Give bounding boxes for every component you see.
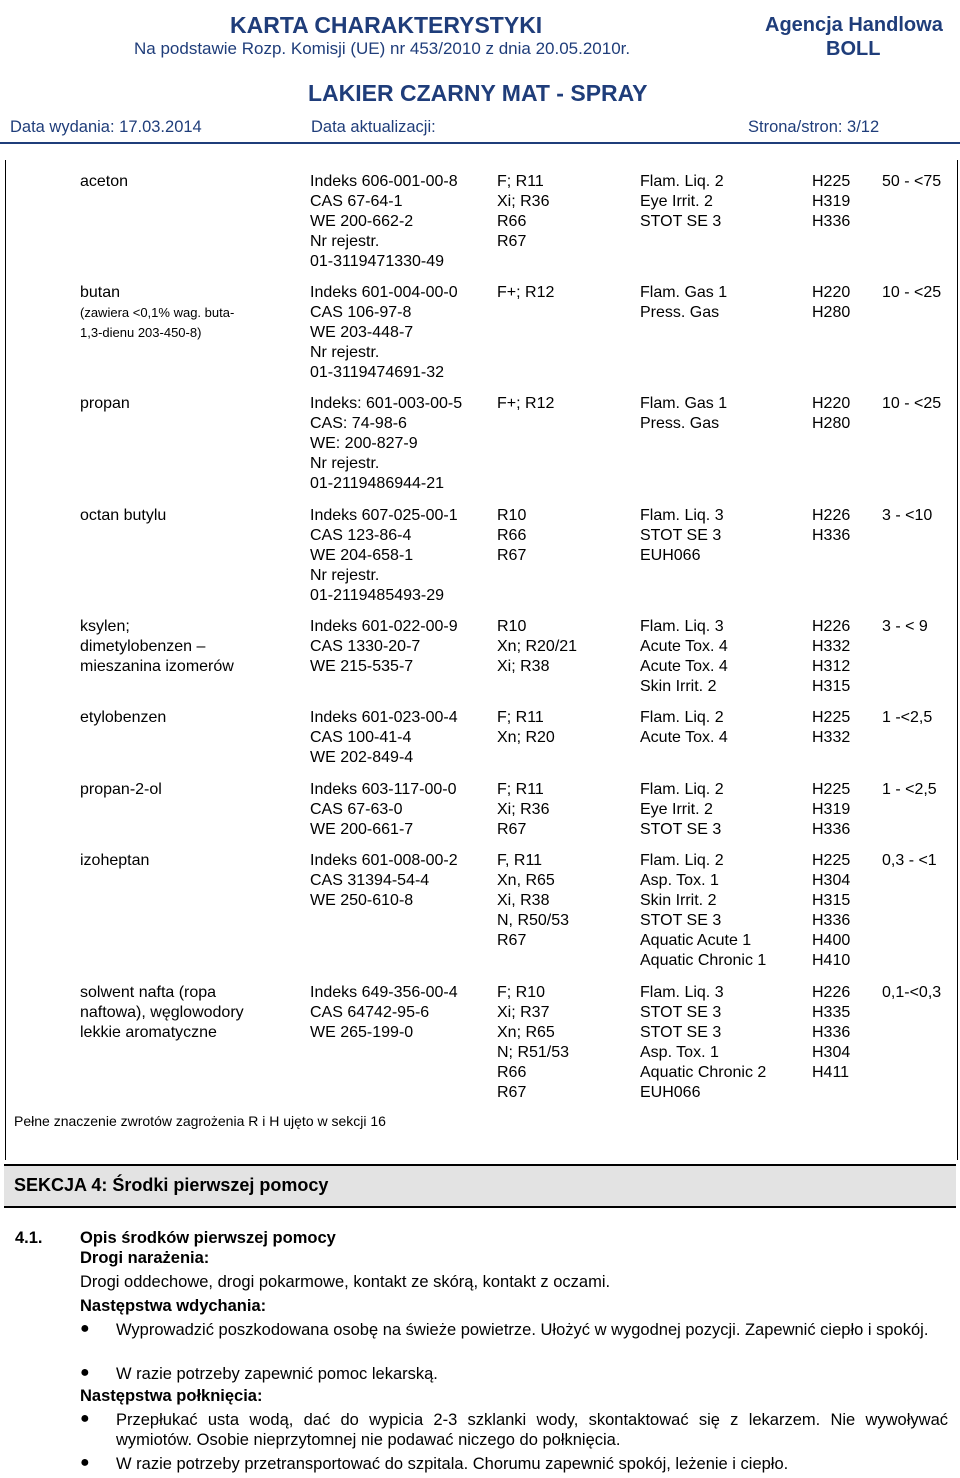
component-name-line: ksylen; — [80, 618, 130, 635]
component-identifiers-line: CAS 67-63-0 — [310, 801, 403, 818]
component-h-statements-line: H304 — [812, 872, 851, 889]
component-clp-class-line: Acute Tox. 4 — [640, 658, 728, 675]
component-r-phrases-line: R67 — [497, 547, 527, 564]
component-clp-class — [640, 172, 724, 232]
component-name-line: propan-2-ol — [80, 781, 162, 798]
component-r-phrases-line: Xi; R36 — [497, 193, 550, 210]
component-clp-class-line: STOT SE 3 — [640, 912, 722, 929]
component-h-statements-line: H332 — [812, 638, 851, 655]
component-r-phrases-line: Xn, R65 — [497, 872, 555, 889]
component-h-statements-line: H336 — [812, 527, 851, 544]
component-name-line: butan — [80, 284, 121, 301]
component-identifiers-line: Indeks: 601-003-00-5 — [310, 395, 463, 412]
component-identifiers-line: CAS: 74-98-6 — [310, 415, 407, 432]
component-r-phrases — [497, 780, 549, 840]
component-identifiers-line: WE 204-658-1 — [310, 547, 414, 564]
component-name-line: aceton — [80, 173, 129, 190]
component-h-statements-line: H336 — [812, 912, 851, 929]
component-name-line: 1,3-dienu 203-450-8) — [80, 325, 202, 340]
component-clp-class-line: Flam. Liq. 3 — [640, 984, 724, 1001]
component-name-line: (zawiera <0,1% wag. buta- — [80, 305, 235, 320]
component-r-phrases-line: R66 — [497, 213, 527, 230]
component-concentration: 10 - <25 — [882, 284, 942, 301]
document-title: KARTA CHARAKTERYSTYKI — [230, 12, 543, 38]
component-identifiers-line: 01-2119486944-21 — [310, 475, 445, 492]
component-name-line: solwent nafta (ropa — [80, 984, 217, 1001]
component-identifiers-line: Indeks 649-356-00-4 — [310, 984, 458, 1001]
component-clp-class-line: Skin Irrit. 2 — [640, 892, 717, 909]
component-r-phrases-line: Xn; R20 — [497, 729, 555, 746]
component-identifiers — [310, 506, 458, 606]
header-divider — [0, 142, 960, 144]
product-name: LAKIER CZARNY MAT - SPRAY — [308, 80, 648, 106]
component-h-statements-line: H220 — [812, 284, 851, 301]
component-identifiers-line: WE 250-610-8 — [310, 892, 414, 909]
component-concentration: 3 - <10 — [882, 507, 933, 524]
component-identifiers-line: Nr rejestr. — [310, 233, 380, 250]
component-r-phrases-line: R67 — [497, 233, 527, 250]
component-identifiers — [310, 172, 458, 272]
component-clp-class-line: Flam. Gas 1 — [640, 395, 728, 412]
component-identifiers-line: Indeks 607-025-00-1 — [310, 507, 458, 524]
bullet-icon: ● — [80, 1364, 90, 1381]
bullet-icon: ● — [80, 1410, 90, 1427]
component-r-phrases — [497, 172, 549, 252]
component-name — [80, 617, 234, 677]
component-h-statements-line: H336 — [812, 1024, 851, 1041]
component-name-line: octan butylu — [80, 507, 167, 524]
component-r-phrases-line: F; R11 — [497, 781, 544, 798]
component-identifiers-line: CAS 123-86-4 — [310, 527, 412, 544]
component-r-phrases-line: Xn; R20/21 — [497, 638, 578, 655]
component-h-statements — [812, 506, 850, 546]
component-identifiers-line: CAS 64742-95-6 — [310, 1004, 430, 1021]
regulation-subtitle: Na podstawie Rozp. Komisji (UE) nr 453/2010 z dnia 20.05.2010r. — [134, 39, 631, 58]
component-clp-class-line: Flam. Liq. 2 — [640, 173, 724, 190]
component-name-line: mieszanina izomerów — [80, 658, 234, 675]
section-title: SEKCJA 4: Środki pierwszej pomocy — [14, 1175, 329, 1195]
component-h-statements — [812, 394, 850, 434]
component-identifiers-line: WE 203-448-7 — [310, 324, 414, 341]
component-r-phrases-line: Xn; R65 — [497, 1024, 555, 1041]
component-h-statements-line: H225 — [812, 709, 851, 726]
component-clp-class — [640, 851, 766, 971]
component-concentration: 10 - <25 — [882, 395, 942, 412]
component-identifiers — [310, 394, 462, 494]
component-identifiers-line: 01-3119471330-49 — [310, 253, 445, 270]
component-identifiers — [310, 780, 456, 840]
component-identifiers-line: Indeks 606-001-00-8 — [310, 173, 458, 190]
frame-right-border — [957, 160, 958, 1160]
component-clp-class — [640, 983, 766, 1103]
component-name — [80, 780, 162, 800]
component-identifiers-line: CAS 106-97-8 — [310, 304, 412, 321]
component-identifiers-line: CAS 67-64-1 — [310, 193, 403, 210]
component-h-statements-line: H336 — [812, 821, 851, 838]
component-clp-class-line: STOT SE 3 — [640, 1004, 722, 1021]
component-r-phrases-line: R67 — [497, 1084, 527, 1101]
ingestion-item-1: Przepłukać usta wodą, dać do wypicia 2-3 szklanki wody, skontaktować się z lekarzem. Nie wywoływać wymiotów. Osobie nieprzytomnej nie podawać niczego do połknięcia. — [116, 1411, 948, 1449]
component-identifiers-line: Indeks 601-023-00-4 — [310, 709, 458, 726]
component-r-phrases-line: F+; R12 — [497, 284, 555, 301]
component-h-statements — [812, 283, 850, 323]
inhalation-item-1: Wyprowadzić poszkodowana osobę na świeże powietrze. Ułożyć w wygodnej pozycji. Zapewnić ciepło i spokój. — [116, 1321, 929, 1339]
component-identifiers-line: WE 265-199-0 — [310, 1024, 414, 1041]
component-clp-class-line: STOT SE 3 — [640, 1024, 722, 1041]
subsection-number: 4.1. — [15, 1229, 43, 1247]
component-h-statements-line: H411 — [812, 1064, 850, 1081]
component-concentration: 50 - <75 — [882, 173, 942, 190]
component-clp-class-line: Press. Gas — [640, 304, 720, 321]
component-identifiers — [310, 617, 458, 677]
issue-date: Data wydania: 17.03.2014 — [10, 118, 202, 136]
component-identifiers-line: WE: 200-827-9 — [310, 435, 418, 452]
bullet-icon: ● — [80, 1454, 90, 1471]
component-r-phrases — [497, 506, 526, 566]
component-name — [80, 283, 234, 343]
component-identifiers-line: Indeks 603-117-00-0 — [310, 781, 457, 798]
component-h-statements-line: H220 — [812, 395, 851, 412]
component-clp-class — [640, 394, 727, 434]
subsection-title: Opis środków pierwszej pomocy — [80, 1229, 336, 1247]
footnote: Pełne znaczenie zwrotów zagrożenia R i H ujęto w sekcji 16 — [14, 1113, 386, 1129]
component-r-phrases-line: Xi; R36 — [497, 801, 550, 818]
component-h-statements — [812, 851, 850, 971]
component-r-phrases-line: Xi; R37 — [497, 1004, 550, 1021]
component-r-phrases-line: F; R10 — [497, 984, 546, 1001]
component-r-phrases — [497, 394, 554, 414]
routes-text: Drogi oddechowe, drogi pokarmowe, kontakt ze skórą, kontakt z oczami. — [80, 1273, 611, 1291]
component-name — [80, 851, 149, 871]
component-clp-class-line: Flam. Liq. 2 — [640, 781, 724, 798]
component-h-statements-line: H312 — [812, 658, 851, 675]
update-date: Data aktualizacji: — [311, 118, 436, 136]
component-clp-class — [640, 506, 724, 566]
component-h-statements — [812, 172, 850, 232]
component-h-statements-line: H315 — [812, 678, 851, 695]
component-identifiers — [310, 983, 458, 1043]
component-clp-class-line: EUH066 — [640, 1084, 701, 1101]
component-h-statements-line: H225 — [812, 173, 851, 190]
component-clp-class-line: Acute Tox. 4 — [640, 729, 728, 746]
component-clp-class-line: Aquatic Chronic 1 — [640, 952, 767, 969]
component-concentration: 0,3 - <1 — [882, 852, 937, 869]
component-clp-class-line: Flam. Liq. 3 — [640, 507, 724, 524]
ingestion-item-2: W razie potrzeby przetransportować do szpitala. Chorumu zapewnić spokój, leżenie i ciepło. — [116, 1455, 789, 1473]
company-name-line1: Agencja Handlowa — [765, 14, 943, 36]
component-h-statements-line: H226 — [812, 618, 851, 635]
component-name-line: propan — [80, 395, 130, 412]
component-clp-class-line: Acute Tox. 4 — [640, 638, 728, 655]
component-h-statements-line: H319 — [812, 193, 851, 210]
component-h-statements-line: H226 — [812, 507, 851, 524]
component-h-statements-line: H304 — [812, 1044, 851, 1061]
component-concentration: 3 - < 9 — [882, 618, 928, 635]
component-concentration: 1 - <2,5 — [882, 781, 937, 798]
component-r-phrases-line: F; R11 — [497, 173, 544, 190]
component-clp-class-line: Flam. Gas 1 — [640, 284, 728, 301]
component-clp-class-line: STOT SE 3 — [640, 213, 722, 230]
component-identifiers-line: Nr rejestr. — [310, 455, 380, 472]
component-h-statements — [812, 617, 850, 697]
page-number: Strona/stron: 3/12 — [748, 118, 880, 136]
component-r-phrases — [497, 851, 569, 951]
component-clp-class-line: Press. Gas — [640, 415, 720, 432]
routes-label: Drogi narażenia: — [80, 1249, 210, 1267]
company-name-line2: BOLL — [826, 38, 881, 60]
component-r-phrases-line: R67 — [497, 821, 527, 838]
component-r-phrases-line: F+; R12 — [497, 395, 555, 412]
component-clp-class-line: Asp. Tox. 1 — [640, 1044, 719, 1061]
component-clp-class-line: STOT SE 3 — [640, 527, 722, 544]
component-clp-class-line: Asp. Tox. 1 — [640, 872, 719, 889]
component-r-phrases — [497, 983, 569, 1103]
component-clp-class-line: Aquatic Acute 1 — [640, 932, 752, 949]
component-name-line: lekkie aromatyczne — [80, 1024, 217, 1041]
component-h-statements — [812, 708, 850, 748]
component-h-statements-line: H315 — [812, 892, 851, 909]
component-clp-class-line: Eye Irrit. 2 — [640, 801, 713, 818]
component-name — [80, 708, 166, 728]
component-identifiers-line: 01-2119485493-29 — [310, 587, 445, 604]
component-h-statements — [812, 780, 850, 840]
component-identifiers-line: 01-3119474691-32 — [310, 364, 445, 381]
component-h-statements-line: H332 — [812, 729, 851, 746]
component-r-phrases-line: R67 — [497, 932, 527, 949]
component-clp-class — [640, 780, 724, 840]
component-r-phrases — [497, 283, 554, 303]
component-clp-class-line: Flam. Liq. 3 — [640, 618, 724, 635]
component-r-phrases-line: F; R11 — [497, 709, 544, 726]
component-identifiers-line: WE 202-849-4 — [310, 749, 414, 766]
component-identifiers-line: WE 200-661-7 — [310, 821, 414, 838]
component-clp-class-line: Flam. Liq. 2 — [640, 852, 724, 869]
component-clp-class-line: Skin Irrit. 2 — [640, 678, 717, 695]
component-name-line: izoheptan — [80, 852, 150, 869]
component-identifiers-line: Nr rejestr. — [310, 567, 380, 584]
component-identifiers-line: WE 200-662-2 — [310, 213, 414, 230]
component-r-phrases-line: R66 — [497, 527, 527, 544]
component-identifiers-line: CAS 1330-20-7 — [310, 638, 421, 655]
component-clp-class — [640, 708, 728, 748]
component-r-phrases-line: N; R51/53 — [497, 1044, 570, 1061]
component-identifiers — [310, 708, 458, 768]
component-h-statements — [812, 983, 850, 1083]
bullet-icon: ● — [80, 1320, 90, 1337]
component-clp-class-line: Aquatic Chronic 2 — [640, 1064, 767, 1081]
component-r-phrases — [497, 617, 577, 677]
component-clp-class — [640, 617, 728, 697]
component-identifiers-line: CAS 31394-54-4 — [310, 872, 430, 889]
inhalation-label: Następstwa wdychania: — [80, 1297, 267, 1315]
frame-left-border — [5, 160, 6, 1160]
component-h-statements-line: H225 — [812, 781, 851, 798]
component-r-phrases-line: N, R50/53 — [497, 912, 570, 929]
component-identifiers-line: Indeks 601-004-00-0 — [310, 284, 458, 301]
component-identifiers-line: CAS 100-41-4 — [310, 729, 412, 746]
component-h-statements-line: H225 — [812, 852, 851, 869]
component-r-phrases-line: Xi; R38 — [497, 658, 550, 675]
component-h-statements-line: H410 — [812, 952, 851, 969]
component-r-phrases-line: R10 — [497, 507, 527, 524]
component-r-phrases-line: R10 — [497, 618, 527, 635]
component-clp-class — [640, 283, 727, 323]
component-clp-class-line: EUH066 — [640, 547, 701, 564]
component-r-phrases-line: R66 — [497, 1064, 527, 1081]
inhalation-item-2: W razie potrzeby zapewnić pomoc lekarską. — [116, 1365, 438, 1383]
component-identifiers-line: WE 215-535-7 — [310, 658, 414, 675]
component-r-phrases-line: F, R11 — [497, 852, 543, 869]
ingestion-label: Następstwa połknięcia: — [80, 1387, 263, 1405]
component-h-statements-line: H319 — [812, 801, 851, 818]
component-h-statements-line: H336 — [812, 213, 851, 230]
component-identifiers-line: Nr rejestr. — [310, 344, 380, 361]
component-name — [80, 172, 128, 192]
component-clp-class-line: Flam. Liq. 2 — [640, 709, 724, 726]
component-h-statements-line: H280 — [812, 415, 851, 432]
component-identifiers — [310, 851, 458, 911]
component-name-line: dimetylobenzen – — [80, 638, 206, 655]
component-name-line: naftowa), węglowodory — [80, 1004, 244, 1021]
component-concentration: 1 -<2,5 — [882, 709, 933, 726]
component-name — [80, 506, 166, 526]
component-h-statements-line: H400 — [812, 932, 851, 949]
component-name-line: etylobenzen — [80, 709, 167, 726]
component-clp-class-line: Eye Irrit. 2 — [640, 193, 713, 210]
component-h-statements-line: H280 — [812, 304, 851, 321]
component-h-statements-line: H226 — [812, 984, 851, 1001]
component-clp-class-line: STOT SE 3 — [640, 821, 722, 838]
component-name — [80, 983, 244, 1043]
component-name — [80, 394, 130, 414]
component-identifiers-line: Indeks 601-022-00-9 — [310, 618, 458, 635]
component-identifiers — [310, 283, 458, 383]
component-r-phrases — [497, 708, 555, 748]
component-r-phrases-line: Xi, R38 — [497, 892, 550, 909]
component-identifiers-line: Indeks 601-008-00-2 — [310, 852, 458, 869]
component-concentration: 0,1-<0,3 — [882, 984, 942, 1001]
component-h-statements-line: H335 — [812, 1004, 851, 1021]
